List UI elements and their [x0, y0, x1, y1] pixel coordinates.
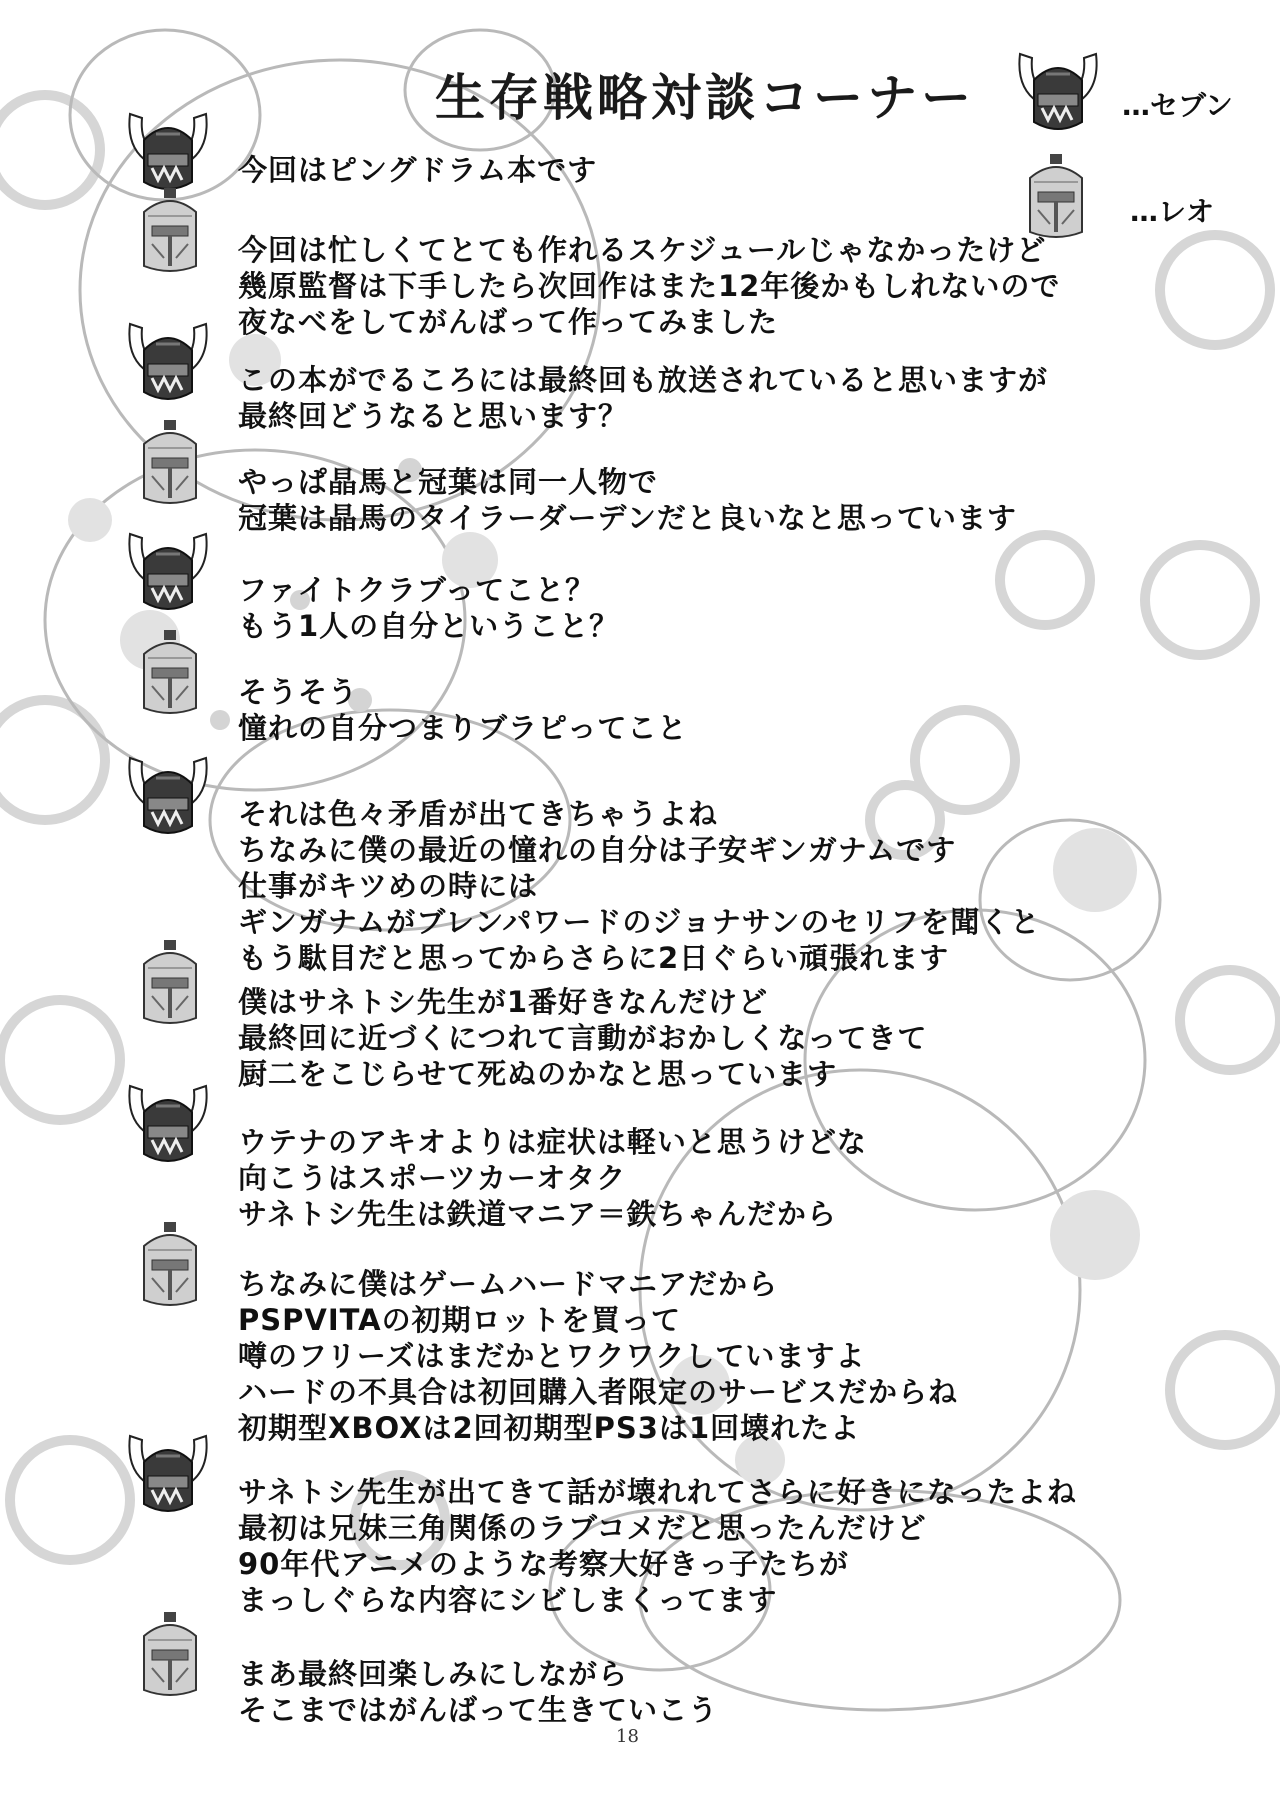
leo-avatar-icon [134, 1220, 206, 1316]
dialogue-line: もう駄目だと思ってからさらに2日ぐらい頑張れます [238, 941, 950, 975]
dialogue-line: 幾原監督は下手したら次回作はまた12年後かもしれないので [238, 269, 1061, 303]
dialogue-line: まっしぐらな内容にシビしまくってます [238, 1583, 778, 1617]
seven-icon [1012, 123, 1104, 142]
dialogue-line: 今回はピングドラム本です [238, 153, 598, 187]
dialogue-line: 最初は兄妹三角関係のラブコメだと思ったんだけど [238, 1511, 927, 1545]
leo-avatar-icon [134, 938, 206, 1034]
leo-avatar-icon [134, 1610, 206, 1706]
seven-avatar-icon [122, 316, 214, 412]
dialogue-line: PSPVITAの初期ロットを買って [238, 1303, 682, 1337]
dialogue-line: ちなみに僕はゲームハードマニアだから [238, 1267, 779, 1301]
legend-label: …セブン [1122, 89, 1233, 122]
dialogue-line: サネトシ先生が出てきて話が壊れれてさらに好きになったよね [238, 1475, 1077, 1509]
dialogue-line: 初期型XBOXは2回初期型PS3は1回壊れたよ [238, 1411, 861, 1445]
dialogue-line: それは色々矛盾が出てきちゃうよね [238, 797, 719, 831]
dialogue-line: 仕事がキツめの時には [238, 869, 539, 903]
dialogue-line: そうそう [238, 675, 359, 709]
dialogue-line: ギンガナムがブレンパワードのジョナサンのセリフを聞くと [238, 905, 1041, 939]
dialogue-line: ちなみに僕の最近の憧れの自分は子安ギンガナムです [238, 833, 957, 867]
dialogue-line: ハードの不具合は初回購入者限定のサービスだからね [238, 1375, 959, 1409]
dialogue-line: そこまではがんばって生きていこう [238, 1693, 719, 1727]
seven-avatar-icon [122, 1428, 214, 1524]
leo-avatar-icon [134, 418, 206, 514]
leo-avatar-icon [134, 628, 206, 724]
dialogue-line: この本がでるころには最終回も放送されていると思いますが [238, 363, 1049, 397]
dialogue-line: やっぱ晶馬と冠葉は同一人物で [238, 465, 659, 499]
seven-avatar-icon [122, 750, 214, 846]
legend-label: …レオ [1130, 195, 1215, 228]
seven-avatar-icon [122, 526, 214, 622]
dialogue-line: サネトシ先生は鉄道マニア＝鉄ちゃんだから [238, 1197, 837, 1231]
page-number: 18 [616, 1726, 639, 1747]
legend-item-seven [1012, 46, 1233, 142]
dialogue-line: ファイトクラブってこと？ [238, 573, 596, 607]
dialogue-line: 90年代アニメのような考察大好きっ子たちが [238, 1547, 849, 1581]
dialogue-line: 夜なべをしてがんばって作ってみました [238, 305, 779, 339]
dialogue-line: 憧れの自分つまりブラピってこと [238, 711, 688, 745]
dialogue-line: まあ最終回楽しみにしながら [238, 1657, 629, 1691]
seven-avatar-icon [122, 1078, 214, 1174]
dialogue-line: 向こうはスポーツカーオタク [238, 1161, 627, 1195]
dialogue-line: ウテナのアキオよりは症状は軽いと思うけどな [238, 1125, 867, 1159]
leo-avatar-icon [134, 186, 206, 282]
dialogue-line: 冠葉は晶馬のタイラーダーデンだと良いなと思っています [238, 501, 1017, 535]
dialogue-line: 最終回どうなると思います？ [238, 399, 629, 433]
dialogue-line: もう1人の自分ということ？ [238, 609, 620, 643]
dialogue-line: 噂のフリーズはまだかとワクワクしていますよ [238, 1339, 866, 1373]
dialogue-line: 厨二をこじらせて死ぬのかなと思っています [238, 1057, 838, 1091]
dialogue-line: 最終回に近づくにつれて言動がおかしくなってきて [238, 1021, 928, 1055]
dialogue-line: 今回は忙しくてとても作れるスケジュールじゃなかったけど [238, 233, 1047, 267]
dialogue-line: 僕はサネトシ先生が1番好きなんだけど [238, 985, 769, 1019]
page-title: 生存戦略対談コーナー [435, 69, 975, 127]
